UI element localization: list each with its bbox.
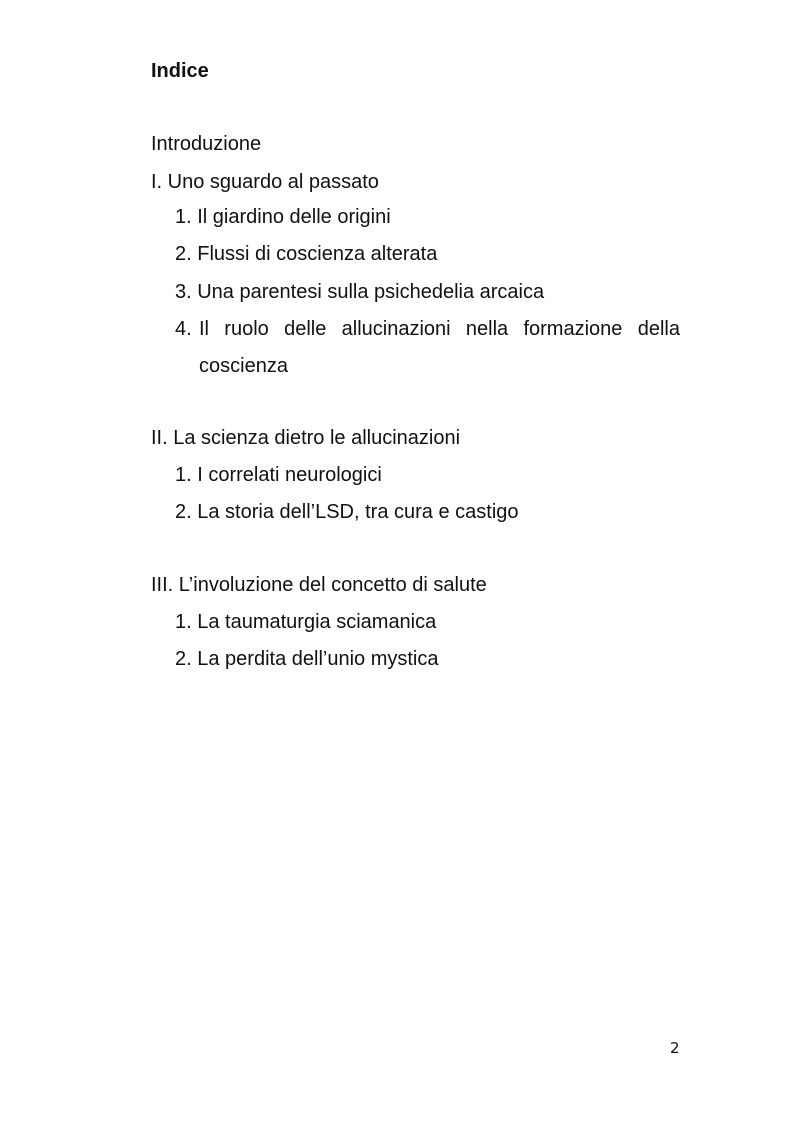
toc-chapter-1-item-4 bbox=[175, 317, 192, 341]
item-4-word: della bbox=[637, 318, 680, 340]
toc-title: Indice bbox=[151, 60, 209, 82]
toc-chapter-3-item-2: 2. La perdita dell’unio mystica bbox=[175, 648, 439, 670]
page-number: 2 bbox=[670, 1039, 680, 1057]
item-4-word: delle bbox=[284, 318, 327, 340]
item-4-word: Il bbox=[199, 318, 209, 340]
toc-chapter-2-item-2: 2. La storia dell’LSD, tra cura e castigo bbox=[175, 501, 519, 523]
toc-chapter-2-item-1: 1. I correlati neurologici bbox=[175, 464, 382, 486]
item-4-word: allucinazioni bbox=[341, 318, 451, 340]
toc-chapter-1-item-2: 2. Flussi di coscienza alterata bbox=[175, 243, 438, 265]
item-4-word: formazione bbox=[523, 318, 623, 340]
toc-chapter-1-item-4-continuation: coscienza bbox=[199, 355, 288, 377]
toc-chapter-2: II. La scienza dietro le allucinazioni bbox=[151, 427, 461, 449]
toc-chapter-3-item-1: 1. La taumaturgia sciamanica bbox=[175, 611, 437, 633]
toc-chapter-3: III. L’involuzione del concetto di salute bbox=[151, 574, 487, 596]
toc-chapter-1-item-3: 3. Una parentesi sulla psichedelia arcaica bbox=[175, 281, 545, 303]
toc-chapter-1: I. Uno sguardo al passato bbox=[151, 171, 379, 193]
toc-chapter-1-item-4-text bbox=[199, 317, 680, 341]
item-4-word: nella bbox=[465, 318, 509, 340]
toc-chapter-1-item-1: 1. Il giardino delle origini bbox=[175, 206, 391, 228]
toc-entry-introduction: Introduzione bbox=[151, 133, 262, 155]
item-4-word: ruolo bbox=[224, 318, 269, 340]
item-4-number: 4. bbox=[175, 318, 192, 340]
